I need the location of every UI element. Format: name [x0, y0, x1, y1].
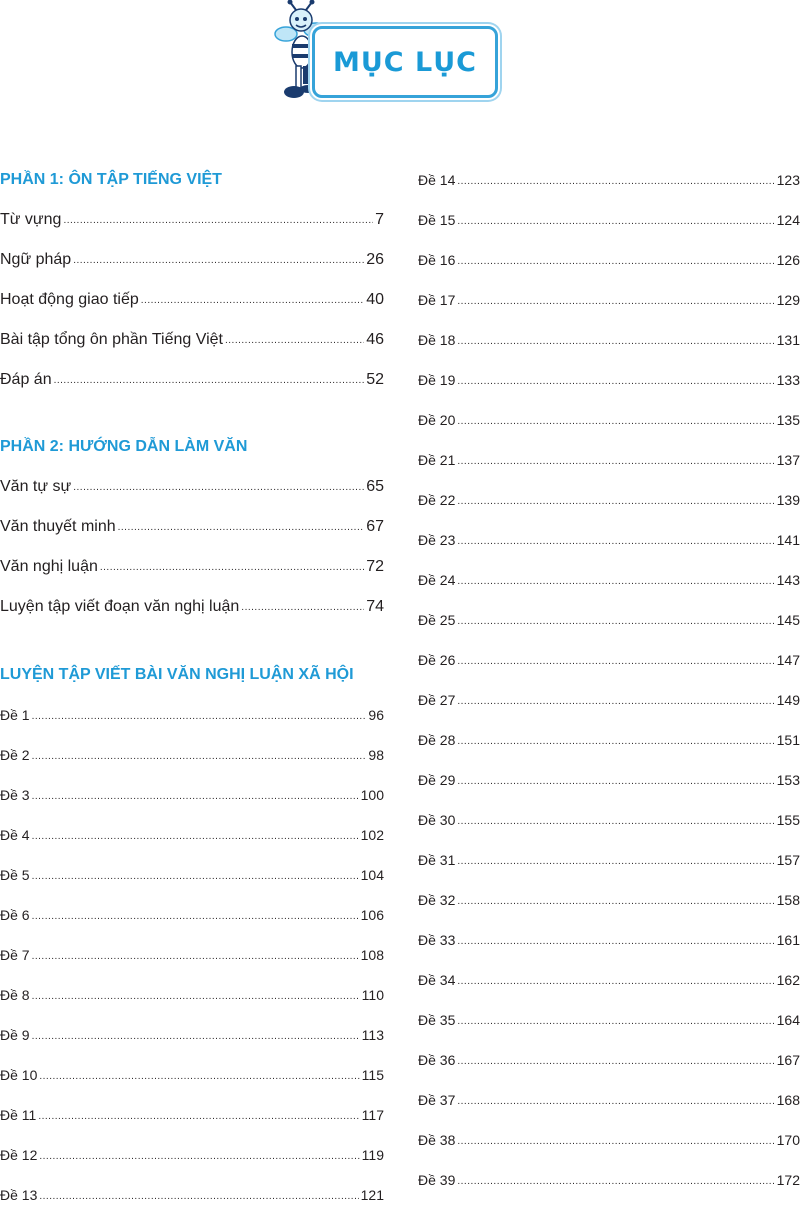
leader-dots: [73, 241, 364, 280]
leader-dots: [457, 722, 774, 760]
entry-label: Đề 38: [418, 1132, 456, 1148]
section-heading: PHẦN 1: ÔN TẬP TIẾNG VIỆT: [0, 171, 222, 188]
leader-dots: [457, 882, 774, 920]
toc-entry: [0, 1095, 384, 1135]
leader-dots: [457, 922, 774, 960]
leader-dots: [457, 642, 774, 680]
entry-label: Đề 28: [418, 732, 456, 748]
toc-entry: [418, 440, 800, 480]
entry-page: 46: [366, 331, 384, 348]
leader-dots: [32, 737, 367, 775]
entry-page: 137: [776, 452, 800, 468]
leader-dots: [32, 1017, 360, 1055]
toc-entry: [418, 1160, 800, 1200]
entry-label: Đề 3: [0, 787, 30, 803]
entry-label: Đề 30: [418, 812, 456, 828]
entry-label: Đề 24: [418, 572, 456, 588]
entry-label: Đề 35: [418, 1012, 456, 1028]
toc-entry: [0, 1015, 384, 1055]
leader-dots: [457, 522, 774, 560]
toc-entry: [0, 587, 384, 627]
leader-dots: [457, 842, 774, 880]
entry-label: Đề 37: [418, 1092, 456, 1108]
entry-label: Đề 21: [418, 452, 456, 468]
leader-dots: [457, 202, 774, 240]
entry-label: Đề 13: [0, 1187, 38, 1203]
entry-label: Đề 8: [0, 987, 30, 1003]
toc-entry: [0, 735, 384, 775]
entry-label: Đề 10: [0, 1067, 38, 1083]
entry-label: Đề 2: [0, 747, 30, 763]
leader-dots: [32, 937, 359, 975]
toc-left-column: [0, 160, 384, 1215]
leader-dots: [457, 682, 774, 720]
entry-page: 123: [776, 172, 800, 188]
leader-dots: [457, 282, 774, 320]
toc-entry: [418, 840, 800, 880]
page-title: MỤC LỤC: [333, 46, 477, 78]
entry-page: 139: [776, 492, 800, 508]
entry-label: Đề 23: [418, 532, 456, 548]
entry-page: 124: [776, 212, 800, 228]
toc-entry: [418, 520, 800, 560]
leader-dots: [457, 1162, 774, 1200]
entry-page: 153: [776, 772, 800, 788]
toc-entry: [418, 160, 800, 200]
entry-page: 167: [776, 1052, 800, 1068]
entry-label: Đề 39: [418, 1172, 456, 1188]
leader-dots: [100, 548, 364, 587]
entry-label: Đề 17: [418, 292, 456, 308]
entry-page: 170: [776, 1132, 800, 1148]
toc-entry: [418, 720, 800, 760]
toc-entry: [0, 320, 384, 360]
entry-page: 135: [776, 412, 800, 428]
page-header: [272, 0, 517, 110]
toc-entry: [418, 240, 800, 280]
entry-label: Văn nghị luận: [0, 558, 98, 575]
leader-dots: [32, 897, 359, 935]
entry-page: 131: [776, 332, 800, 348]
entry-label: Đề 26: [418, 652, 456, 668]
entry-page: 96: [368, 707, 384, 723]
leader-dots: [38, 1097, 359, 1135]
toc-entry: [418, 920, 800, 960]
toc-entry: [0, 975, 384, 1015]
entry-label: Đề 33: [418, 932, 456, 948]
toc-entry: [418, 1080, 800, 1120]
toc-entry: [418, 640, 800, 680]
leader-dots: [39, 1177, 358, 1215]
entry-label: Đề 12: [0, 1147, 38, 1163]
leader-dots: [32, 977, 360, 1015]
entry-label: Bài tập tổng ôn phần Tiếng Việt: [0, 331, 223, 348]
entry-label: Đề 4: [0, 827, 30, 843]
leader-dots: [73, 468, 364, 507]
toc-entry: [0, 1135, 384, 1175]
entry-label: Đề 6: [0, 907, 30, 923]
entry-page: 119: [361, 1147, 384, 1163]
entry-label: Đề 27: [418, 692, 456, 708]
leader-dots: [39, 1137, 359, 1175]
toc-entry: [418, 960, 800, 1000]
entry-page: 102: [360, 827, 384, 843]
entry-label: Đề 20: [418, 412, 456, 428]
leader-dots: [241, 588, 364, 627]
toc-entry: [418, 400, 800, 440]
toc-right-column: [418, 160, 800, 1200]
entry-label: Đề 14: [418, 172, 456, 188]
entry-page: 129: [776, 292, 800, 308]
toc-entry: [0, 280, 384, 320]
entry-label: Đề 1: [0, 707, 30, 723]
toc-entry: [418, 360, 800, 400]
entry-label: Đề 32: [418, 892, 456, 908]
section-gap: [0, 627, 384, 655]
entry-label: Ngữ pháp: [0, 251, 72, 268]
toc-entry: [418, 200, 800, 240]
section-gap: [0, 400, 384, 427]
toc-entry: [0, 547, 384, 587]
toc-entry: [418, 800, 800, 840]
toc-entry: [418, 280, 800, 320]
entry-label: Hoạt động giao tiếp: [0, 291, 139, 308]
toc-entry: [0, 815, 384, 855]
entry-label: Đề 22: [418, 492, 456, 508]
toc-entry: [0, 200, 384, 240]
section-heading: PHẦN 2: HƯỚNG DẪN LÀM VĂN: [0, 438, 248, 455]
leader-dots: [457, 322, 774, 360]
entry-page: 126: [776, 252, 800, 268]
entry-label: Đề 5: [0, 867, 30, 883]
leader-dots: [63, 201, 373, 240]
entry-page: 164: [776, 1012, 800, 1028]
toc-entry: [418, 1000, 800, 1040]
entry-page: 72: [366, 558, 384, 575]
entry-page: 151: [776, 732, 800, 748]
entry-page: 117: [361, 1107, 384, 1123]
entry-page: 26: [366, 251, 384, 268]
leader-dots: [457, 962, 774, 1000]
toc-entry: [0, 467, 384, 507]
toc-entry: [0, 1175, 384, 1215]
leader-dots: [457, 802, 774, 840]
entry-label: Đề 34: [418, 972, 456, 988]
leader-dots: [118, 508, 365, 547]
toc-entry: [0, 935, 384, 975]
entry-page: 40: [366, 291, 384, 308]
entry-page: 98: [368, 747, 384, 763]
leader-dots: [457, 242, 774, 280]
leader-dots: [457, 362, 774, 400]
entry-page: 121: [360, 1187, 384, 1203]
toc-entry: [0, 895, 384, 935]
entry-label: Đề 7: [0, 947, 30, 963]
entry-page: 7: [375, 211, 384, 228]
entry-label: Đề 15: [418, 212, 456, 228]
leader-dots: [457, 402, 774, 440]
entry-page: 110: [361, 987, 384, 1003]
entry-label: Luyện tập viết đoạn văn nghị luận: [0, 598, 240, 615]
entry-page: 145: [776, 612, 800, 628]
leader-dots: [225, 321, 364, 360]
toc-entry: [418, 480, 800, 520]
toc-entry: [418, 320, 800, 360]
entry-page: 52: [366, 371, 384, 388]
entry-page: 158: [776, 892, 800, 908]
entry-label: Đề 25: [418, 612, 456, 628]
entry-page: 100: [360, 787, 384, 803]
section-heading: LUYỆN TẬP VIẾT BÀI VĂN NGHỊ LUẬN XÃ HỘI: [0, 666, 354, 683]
entry-page: 104: [360, 867, 384, 883]
entry-page: 67: [366, 518, 384, 535]
toc-entry: [0, 240, 384, 280]
toc-entry: [418, 760, 800, 800]
leader-dots: [457, 162, 774, 200]
leader-dots: [457, 762, 774, 800]
entry-page: 143: [776, 572, 800, 588]
toc-entry: [418, 600, 800, 640]
entry-label: Đề 19: [418, 372, 456, 388]
entry-page: 168: [776, 1092, 800, 1108]
leader-dots: [457, 1042, 774, 1080]
toc-entry: [0, 775, 384, 815]
leader-dots: [457, 442, 774, 480]
leader-dots: [32, 817, 359, 855]
entry-label: Đề 9: [0, 1027, 30, 1043]
leader-dots: [457, 1002, 774, 1040]
entry-page: 157: [776, 852, 800, 868]
toc-entry: [0, 360, 384, 400]
entry-page: 161: [776, 932, 800, 948]
entry-label: Văn tự sự: [0, 478, 72, 495]
entry-page: 106: [360, 907, 384, 923]
leader-dots: [54, 361, 365, 400]
toc-entry: [0, 855, 384, 895]
entry-page: 74: [366, 598, 384, 615]
entry-page: 162: [776, 972, 800, 988]
entry-label: Đề 16: [418, 252, 456, 268]
leader-dots: [457, 1122, 774, 1160]
leader-dots: [457, 562, 774, 600]
leader-dots: [457, 602, 774, 640]
toc-entry: [418, 880, 800, 920]
toc-entry: [0, 507, 384, 547]
entry-page: 141: [776, 532, 800, 548]
toc-entry: [0, 695, 384, 735]
leader-dots: [32, 857, 359, 895]
entry-page: 147: [776, 652, 800, 668]
entry-label: Đề 31: [418, 852, 456, 868]
leader-dots: [39, 1057, 359, 1095]
leader-dots: [141, 281, 364, 320]
entry-label: Đề 29: [418, 772, 456, 788]
entry-page: 172: [776, 1172, 800, 1188]
entry-page: 65: [366, 478, 384, 495]
entry-label: Đề 11: [0, 1107, 37, 1123]
entry-page: 113: [361, 1027, 384, 1043]
leader-dots: [457, 1082, 774, 1120]
toc-entry: [0, 1055, 384, 1095]
entry-label: Đề 18: [418, 332, 456, 348]
toc-entry: [418, 680, 800, 720]
leader-dots: [32, 697, 367, 735]
entry-label: Đáp án: [0, 371, 52, 388]
entry-page: 133: [776, 372, 800, 388]
toc-entry: [418, 560, 800, 600]
entry-label: Từ vựng: [0, 211, 62, 228]
entry-page: 155: [776, 812, 800, 828]
entry-label: Văn thuyết minh: [0, 518, 116, 535]
title-frame: [312, 26, 498, 98]
entry-page: 108: [360, 947, 384, 963]
entry-page: 149: [776, 692, 800, 708]
toc-entry: [418, 1120, 800, 1160]
toc-entry: [418, 1040, 800, 1080]
leader-dots: [32, 777, 359, 815]
entry-label: Đề 36: [418, 1052, 456, 1068]
entry-page: 115: [361, 1067, 384, 1083]
leader-dots: [457, 482, 774, 520]
